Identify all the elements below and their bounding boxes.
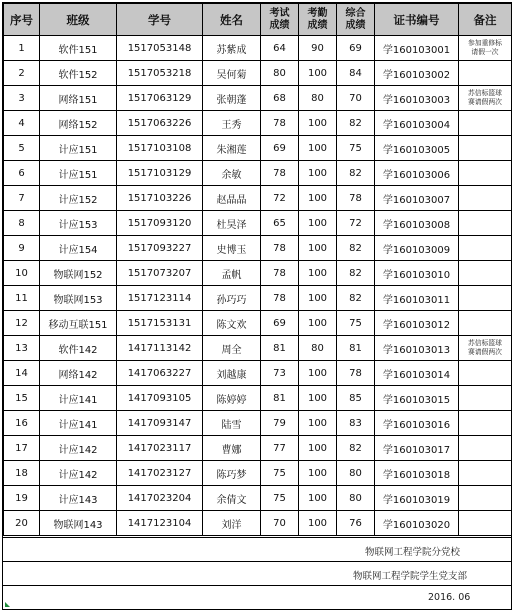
cell-exam-score: 65 xyxy=(261,211,299,236)
cell-cert-number: 学160103014 xyxy=(375,361,459,386)
cell-attendance-score: 100 xyxy=(299,436,337,461)
table-row xyxy=(4,411,512,436)
cell-attendance-score: 100 xyxy=(299,111,337,136)
cell-cert-number: 学160103020 xyxy=(375,511,459,536)
certificate-table xyxy=(3,3,512,536)
cell-seq: 9 xyxy=(4,236,40,261)
cell-remark xyxy=(459,486,512,511)
cell-name: 张朝蓬 xyxy=(203,86,261,111)
cell-cert-number: 学160103019 xyxy=(375,486,459,511)
header-total-line1: 综合 xyxy=(345,7,366,19)
cell-class: 计应142 xyxy=(40,436,117,461)
cell-name: 朱湘莲 xyxy=(203,136,261,161)
table-row xyxy=(4,461,512,486)
cell-name: 陈文欢 xyxy=(203,311,261,336)
header-total-score xyxy=(337,4,375,36)
cell-remark xyxy=(459,36,512,61)
cell-seq: 17 xyxy=(4,436,40,461)
header-student-id: 学号 xyxy=(117,4,203,36)
cell-seq: 11 xyxy=(4,286,40,311)
cell-total-score: 78 xyxy=(337,361,375,386)
cell-class: 网络142 xyxy=(40,361,117,386)
cell-class: 计应151 xyxy=(40,161,117,186)
cell-attendance-score: 100 xyxy=(299,186,337,211)
cell-exam-score: 75 xyxy=(261,486,299,511)
cell-name: 余敏 xyxy=(203,161,261,186)
remark-line: 苏信标篮球 xyxy=(468,89,502,97)
cell-class: 计应151 xyxy=(40,136,117,161)
cell-total-score: 80 xyxy=(337,461,375,486)
cell-seq: 2 xyxy=(4,61,40,86)
cell-seq: 20 xyxy=(4,511,40,536)
table-row xyxy=(4,261,512,286)
cell-class: 计应142 xyxy=(40,461,117,486)
cell-total-score: 84 xyxy=(337,61,375,86)
cell-remark xyxy=(459,311,512,336)
cell-cert-number: 学160103006 xyxy=(375,161,459,186)
table-row xyxy=(4,511,512,536)
cell-seq: 15 xyxy=(4,386,40,411)
cell-remark xyxy=(459,136,512,161)
table-row xyxy=(4,86,512,111)
cell-exam-score: 64 xyxy=(261,36,299,61)
cell-class: 物联网152 xyxy=(40,261,117,286)
header-exam-line1: 考试 xyxy=(269,7,290,19)
table-row xyxy=(4,211,512,236)
header-cert-number: 证书编号 xyxy=(375,4,459,36)
cell-seq: 14 xyxy=(4,361,40,386)
cell-student-id: 1517153131 xyxy=(117,311,203,336)
cell-attendance-score: 90 xyxy=(299,36,337,61)
cell-seq: 10 xyxy=(4,261,40,286)
cell-attendance-score: 100 xyxy=(299,461,337,486)
cell-student-id: 1517063129 xyxy=(117,86,203,111)
remark-line: 赛请假两次 xyxy=(468,348,502,356)
cell-class: 计应143 xyxy=(40,486,117,511)
cell-total-score: 82 xyxy=(337,286,375,311)
cell-seq: 3 xyxy=(4,86,40,111)
cell-total-score: 78 xyxy=(337,186,375,211)
cell-cert-number: 学160103015 xyxy=(375,386,459,411)
cell-cert-number: 学160103016 xyxy=(375,411,459,436)
cell-exam-score: 70 xyxy=(261,511,299,536)
footer-row-3 xyxy=(3,585,511,609)
cell-exam-score: 81 xyxy=(261,336,299,361)
cell-attendance-score: 100 xyxy=(299,486,337,511)
cell-exam-score: 78 xyxy=(261,261,299,286)
header-attendance-score xyxy=(299,4,337,36)
cell-name: 史博玉 xyxy=(203,236,261,261)
cell-name: 刘洋 xyxy=(203,511,261,536)
cell-student-id: 1517123114 xyxy=(117,286,203,311)
cell-student-id: 1517093227 xyxy=(117,236,203,261)
cell-class: 软件151 xyxy=(40,36,117,61)
cell-cert-number: 学160103018 xyxy=(375,461,459,486)
cell-marker-icon xyxy=(5,602,10,607)
cell-total-score: 82 xyxy=(337,236,375,261)
cell-total-score: 83 xyxy=(337,411,375,436)
cell-remark xyxy=(459,211,512,236)
cell-remark xyxy=(459,261,512,286)
cell-name: 王秀 xyxy=(203,111,261,136)
cell-name: 陆雪 xyxy=(203,411,261,436)
cell-name: 孙巧巧 xyxy=(203,286,261,311)
table-row xyxy=(4,336,512,361)
cell-name: 曹娜 xyxy=(203,436,261,461)
table-row xyxy=(4,61,512,86)
cell-class: 软件142 xyxy=(40,336,117,361)
cell-student-id: 1417093105 xyxy=(117,386,203,411)
cell-exam-score: 78 xyxy=(261,286,299,311)
cell-attendance-score: 80 xyxy=(299,336,337,361)
cell-total-score: 69 xyxy=(337,36,375,61)
cell-exam-score: 78 xyxy=(261,111,299,136)
remark-line: 参加重修标 xyxy=(468,39,502,47)
table-row xyxy=(4,236,512,261)
cell-student-id: 1517053148 xyxy=(117,36,203,61)
footer-row-1 xyxy=(3,537,511,561)
cell-cert-number: 学160103017 xyxy=(375,436,459,461)
cell-class: 计应152 xyxy=(40,186,117,211)
cell-class: 物联网153 xyxy=(40,286,117,311)
cell-student-id: 1517073207 xyxy=(117,261,203,286)
cell-total-score: 81 xyxy=(337,336,375,361)
cell-class: 网络151 xyxy=(40,86,117,111)
cell-total-score: 75 xyxy=(337,136,375,161)
cell-total-score: 82 xyxy=(337,261,375,286)
remark-line: 苏信标篮球 xyxy=(468,339,502,347)
cell-attendance-score: 100 xyxy=(299,286,337,311)
cell-student-id: 1417023204 xyxy=(117,486,203,511)
cell-remark xyxy=(459,436,512,461)
cell-total-score: 85 xyxy=(337,386,375,411)
cell-seq: 12 xyxy=(4,311,40,336)
table-row xyxy=(4,111,512,136)
cell-exam-score: 77 xyxy=(261,436,299,461)
cell-student-id: 1417093147 xyxy=(117,411,203,436)
cell-cert-number: 学160103007 xyxy=(375,186,459,211)
cell-attendance-score: 100 xyxy=(299,61,337,86)
cell-class: 网络152 xyxy=(40,111,117,136)
cell-student-id: 1517053218 xyxy=(117,61,203,86)
cell-class: 软件152 xyxy=(40,61,117,86)
cell-student-id: 1417123104 xyxy=(117,511,203,536)
cell-student-id: 1417023127 xyxy=(117,461,203,486)
cell-total-score: 72 xyxy=(337,211,375,236)
cell-student-id: 1417063227 xyxy=(117,361,203,386)
cell-cert-number: 学160103013 xyxy=(375,336,459,361)
header-exam-line2: 成绩 xyxy=(269,19,290,31)
cell-seq: 18 xyxy=(4,461,40,486)
header-seq: 序号 xyxy=(4,4,40,36)
cell-seq: 5 xyxy=(4,136,40,161)
cell-seq: 7 xyxy=(4,186,40,211)
cell-student-id: 1517103226 xyxy=(117,186,203,211)
table-row xyxy=(4,361,512,386)
cell-total-score: 80 xyxy=(337,486,375,511)
cell-seq: 19 xyxy=(4,486,40,511)
cell-remark xyxy=(459,111,512,136)
cell-exam-score: 79 xyxy=(261,411,299,436)
cell-cert-number: 学160103012 xyxy=(375,311,459,336)
cell-attendance-score: 80 xyxy=(299,86,337,111)
cell-class: 物联网143 xyxy=(40,511,117,536)
table-row xyxy=(4,311,512,336)
cell-remark xyxy=(459,411,512,436)
cell-attendance-score: 100 xyxy=(299,511,337,536)
cell-remark xyxy=(459,61,512,86)
cell-name: 余倩文 xyxy=(203,486,261,511)
cell-attendance-score: 100 xyxy=(299,361,337,386)
cell-remark xyxy=(459,336,512,361)
cell-name: 苏紫成 xyxy=(203,36,261,61)
cell-name: 陈婷婷 xyxy=(203,386,261,411)
cell-exam-score: 75 xyxy=(261,461,299,486)
cell-student-id: 1417113142 xyxy=(117,336,203,361)
header-attendance-line1: 考勤 xyxy=(307,7,328,19)
cell-attendance-score: 100 xyxy=(299,386,337,411)
cell-student-id: 1417023117 xyxy=(117,436,203,461)
cell-cert-number: 学160103004 xyxy=(375,111,459,136)
table-row xyxy=(4,161,512,186)
cell-cert-number: 学160103002 xyxy=(375,61,459,86)
cell-name: 周全 xyxy=(203,336,261,361)
cell-seq: 6 xyxy=(4,161,40,186)
remark-line: 赛请假两次 xyxy=(468,98,502,106)
cell-remark xyxy=(459,236,512,261)
cell-class: 计应154 xyxy=(40,236,117,261)
footer-date: 2016. 06 xyxy=(428,592,471,603)
cell-class: 计应141 xyxy=(40,386,117,411)
header-class: 班级 xyxy=(40,4,117,36)
header-attendance-line2: 成绩 xyxy=(307,19,328,31)
cell-seq: 13 xyxy=(4,336,40,361)
cell-total-score: 75 xyxy=(337,311,375,336)
cell-exam-score: 73 xyxy=(261,361,299,386)
table-row xyxy=(4,36,512,61)
cell-exam-score: 80 xyxy=(261,61,299,86)
cell-seq: 1 xyxy=(4,36,40,61)
cell-cert-number: 学160103001 xyxy=(375,36,459,61)
cell-name: 吴何菊 xyxy=(203,61,261,86)
cell-total-score: 70 xyxy=(337,86,375,111)
cell-student-id: 1517103129 xyxy=(117,161,203,186)
cell-attendance-score: 100 xyxy=(299,236,337,261)
header-name: 姓名 xyxy=(203,4,261,36)
cell-total-score: 76 xyxy=(337,511,375,536)
cell-total-score: 82 xyxy=(337,436,375,461)
cell-student-id: 1517103108 xyxy=(117,136,203,161)
cell-remark xyxy=(459,186,512,211)
cell-name: 赵晶晶 xyxy=(203,186,261,211)
cell-remark xyxy=(459,361,512,386)
cell-attendance-score: 100 xyxy=(299,261,337,286)
cell-exam-score: 69 xyxy=(261,311,299,336)
cell-cert-number: 学160103009 xyxy=(375,236,459,261)
cell-exam-score: 68 xyxy=(261,86,299,111)
cell-seq: 16 xyxy=(4,411,40,436)
cell-name: 杜昊泽 xyxy=(203,211,261,236)
cell-attendance-score: 100 xyxy=(299,211,337,236)
table-row xyxy=(4,386,512,411)
cell-cert-number: 学160103003 xyxy=(375,86,459,111)
cell-remark xyxy=(459,286,512,311)
cell-cert-number: 学160103011 xyxy=(375,286,459,311)
cell-remark xyxy=(459,161,512,186)
cell-exam-score: 81 xyxy=(261,386,299,411)
cell-cert-number: 学160103008 xyxy=(375,211,459,236)
cell-name: 孟帆 xyxy=(203,261,261,286)
cell-exam-score: 72 xyxy=(261,186,299,211)
cell-total-score: 82 xyxy=(337,161,375,186)
cell-attendance-score: 100 xyxy=(299,161,337,186)
cell-attendance-score: 100 xyxy=(299,411,337,436)
header-row xyxy=(4,4,512,36)
footer-org-branch-school: 物联网工程学院分党校 xyxy=(365,547,461,558)
cell-student-id: 1517093120 xyxy=(117,211,203,236)
cell-remark xyxy=(459,461,512,486)
certificate-sheet xyxy=(2,2,512,610)
cell-seq: 8 xyxy=(4,211,40,236)
cell-student-id: 1517063226 xyxy=(117,111,203,136)
cell-remark xyxy=(459,86,512,111)
table-row xyxy=(4,186,512,211)
table-row xyxy=(4,436,512,461)
header-exam-score xyxy=(261,4,299,36)
cell-cert-number: 学160103010 xyxy=(375,261,459,286)
cell-exam-score: 78 xyxy=(261,161,299,186)
cell-name: 陈巧梦 xyxy=(203,461,261,486)
table-row xyxy=(4,286,512,311)
table-row xyxy=(4,486,512,511)
header-total-line2: 成绩 xyxy=(345,19,366,31)
cell-cert-number: 学160103005 xyxy=(375,136,459,161)
cell-remark xyxy=(459,511,512,536)
cell-remark xyxy=(459,386,512,411)
cell-class: 计应141 xyxy=(40,411,117,436)
footer-row-2 xyxy=(3,561,511,585)
header-remark: 备注 xyxy=(459,4,512,36)
cell-name: 刘越康 xyxy=(203,361,261,386)
footer-org-party-branch: 物联网工程学院学生党支部 xyxy=(353,571,468,582)
cell-total-score: 82 xyxy=(337,111,375,136)
cell-exam-score: 78 xyxy=(261,236,299,261)
cell-class: 计应153 xyxy=(40,211,117,236)
cell-exam-score: 69 xyxy=(261,136,299,161)
cell-seq: 4 xyxy=(4,111,40,136)
remark-line: 请假一次 xyxy=(471,48,499,56)
cell-class: 移动互联151 xyxy=(40,311,117,336)
table-row xyxy=(4,136,512,161)
cell-attendance-score: 100 xyxy=(299,136,337,161)
cell-attendance-score: 100 xyxy=(299,311,337,336)
